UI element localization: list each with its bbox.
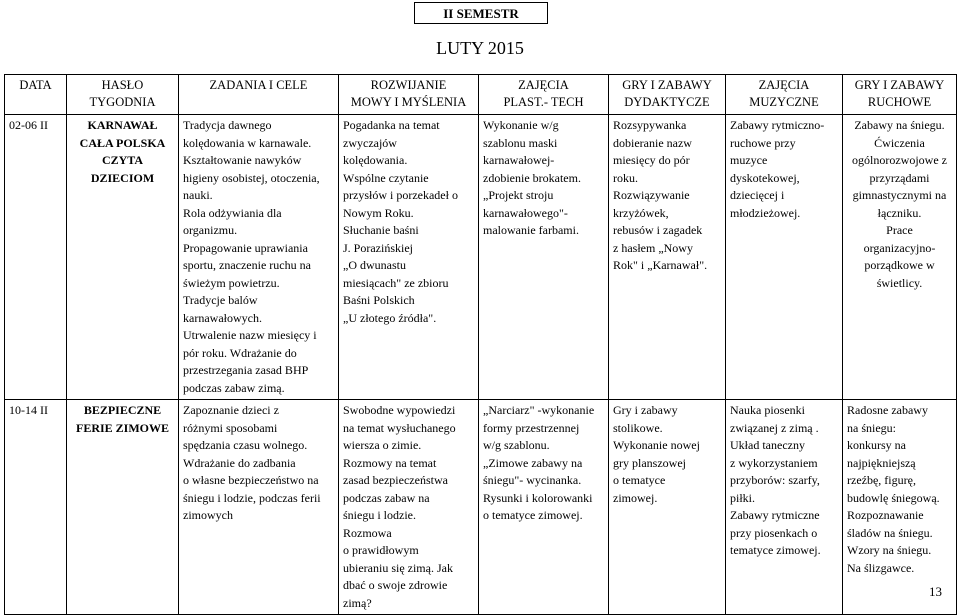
table-row [5, 115, 957, 400]
header-row [5, 75, 957, 115]
date-cell: 02-06 II [5, 115, 67, 400]
col-header-slogan: HASŁO TYGODNIA [67, 75, 179, 115]
slogan-cell: BEZPIECZNE FERIE ZIMOWE [67, 400, 179, 615]
semester-title: II SEMESTR [414, 2, 548, 24]
didactic-cell: Gry i zabawy stolikowe. Wykonanie nowej gry planszowej o tematyce zimowej. [609, 400, 726, 615]
page-number: 13 [929, 584, 942, 599]
goals-cell: Zapoznanie dzieci z różnymi sposobami spędzania czasu wolnego. Wdrażanie do zadbania o własne bezpieczeństwo na śniegu i lodzie, podczas ferii zimowych [179, 400, 339, 615]
didactic-cell: Rozsypywanka dobieranie nazw miesięcy do pór roku. Rozwiązywanie krzyżówek, rebusów i zagadek z hasłem „Nowy Rok" i „Karnawał". [609, 115, 726, 400]
art-cell: Wykonanie w/g szablonu maski karnawałowej- zdobienie brokatem. „Projekt stroju karnawałowego"- malowanie farbami. [479, 115, 609, 400]
col-header-didactic: GRY I ZABAWY DYDAKTYCZE [609, 75, 726, 115]
col-header-art: ZAJĘCIA PLAST.- TECH [479, 75, 609, 115]
date-cell: 10-14 II [5, 400, 67, 615]
col-header-date: DATA [5, 75, 67, 115]
col-header-movement: GRY I ZABAWY RUCHOWE [843, 75, 957, 115]
col-header-goals: ZADANIA I CELE [179, 75, 339, 115]
col-header-speech: ROZWIJANIE MOWY I MYŚLENIA [339, 75, 479, 115]
movement-cell: Zabawy na śniegu. Ćwiczenia ogólnorozwojowe z przyrządami gimnastycznymi na łączniku. Prace organizacyjno- porządkowe w świetlicy. [843, 115, 957, 400]
music-cell: Zabawy rytmiczno- ruchowe przy muzyce dyskotekowej, dziecięcej i młodzieżowej. [726, 115, 843, 400]
goals-cell: Tradycja dawnego kolędowania w karnawale. Kształtowanie nawyków higieny osobistej, otoczenia, nauki. Rola odżywiania dla organizmu. Propagowanie uprawiania sportu, znaczenie ruchu na świeżym powietrzu. Tradycje balów karnawałowych. Utrwalenie nazw miesięcy i pór roku. Wdrażanie do przestrzegania zasad BHP podczas zabaw zimą. [179, 115, 339, 400]
table-row [5, 400, 957, 615]
month-title: LUTY 2015 [436, 38, 524, 58]
movement-cell: Radosne zabawy na śniegu: konkursy na najpiękniejszą rzeźbę, figurę, budowlę śniegową. Rozpoznawanie śladów na śniegu. Wzory na śniegu. Na ślizgawce. [843, 400, 957, 615]
art-cell: „Narciarz" -wykonanie formy przestrzennej w/g szablonu. „Zimowe zabawy na śniegu"- wycinanka. Rysunki i kolorowanki o tematyce zimowej. [479, 400, 609, 615]
speech-cell: Swobodne wypowiedzi na temat wysłuchanego wiersza o zimie. Rozmowy na temat zasad bezpieczeństwa podczas zabaw na śniegu i lodzie. Rozmowa o prawidłowym ubieraniu się zimą. Jak dbać o swoje zdrowie zimą? [339, 400, 479, 615]
plan-table [4, 74, 957, 615]
slogan-cell: KARNAWAŁ CAŁA POLSKA CZYTA DZIECIOM [67, 115, 179, 400]
col-header-music: ZAJĘCIA MUZYCZNE [726, 75, 843, 115]
music-cell: Nauka piosenki związanej z zimą . Układ taneczny z wykorzystaniem przyborów: szarfy, piłki. Zabawy rytmiczne przy piosenkach o tematyce zimowej. [726, 400, 843, 615]
speech-cell: Pogadanka na temat zwyczajów kolędowania. Wspólne czytanie przysłów i porzekadeł o Nowym Roku. Słuchanie baśni J. Porazińskiej „O dwunastu miesiącach" ze zbioru Baśni Polskich „U złotego źródła". [339, 115, 479, 400]
